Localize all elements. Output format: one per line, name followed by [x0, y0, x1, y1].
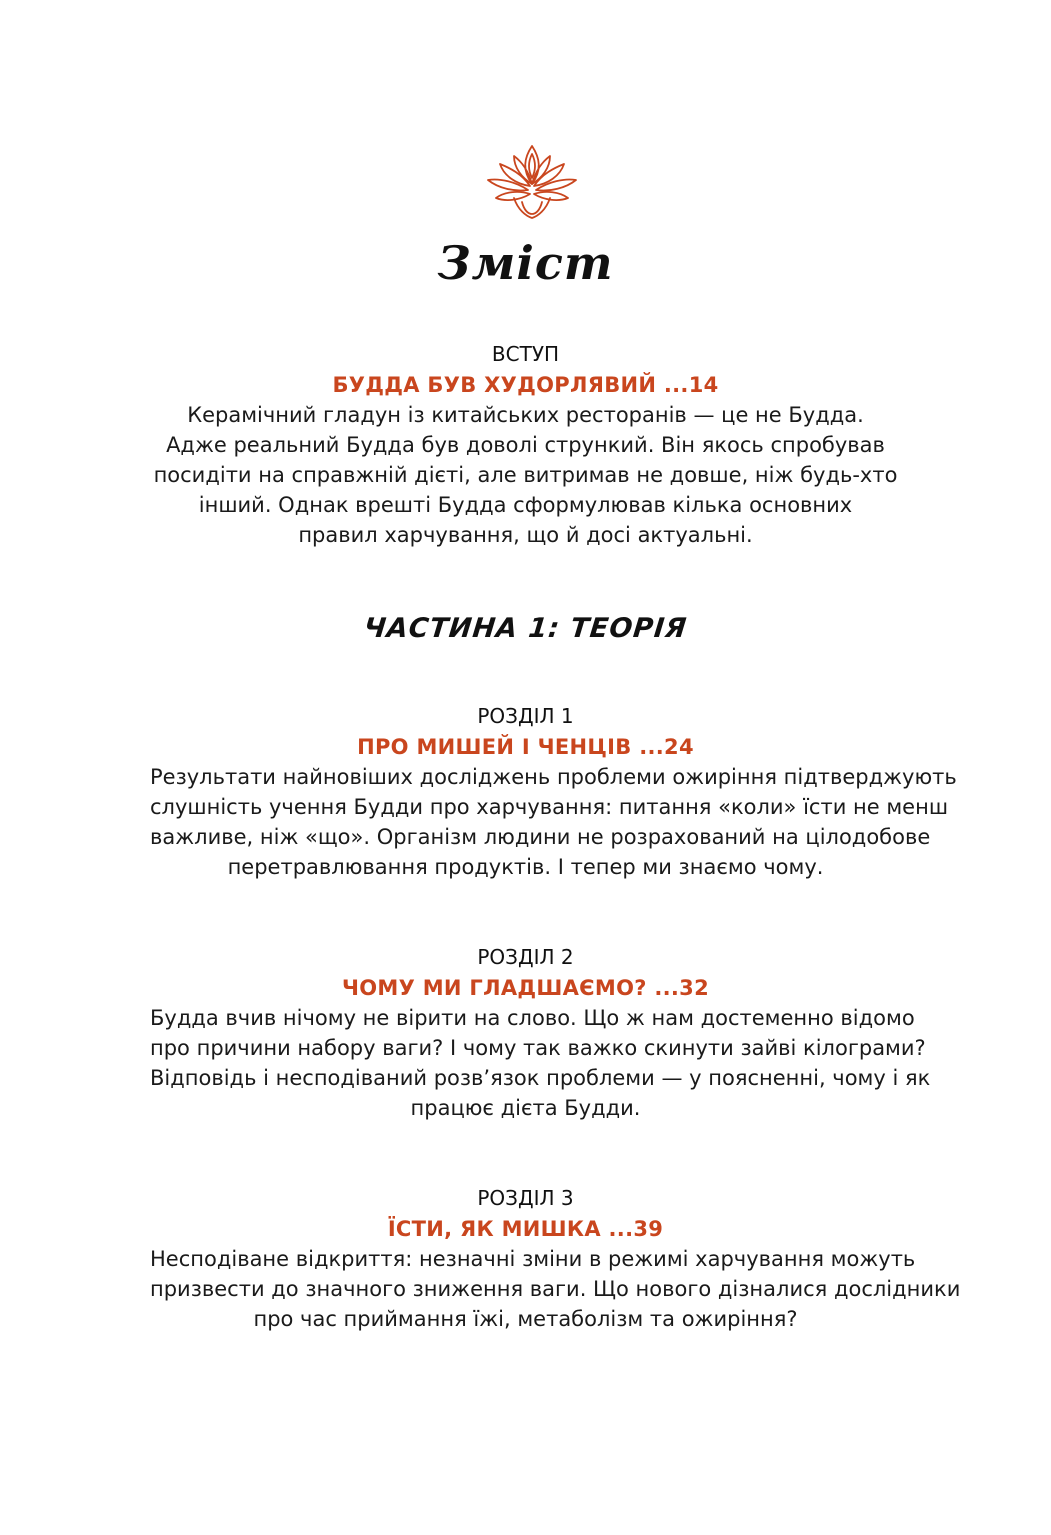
section-label: РОЗДІЛ 1: [477, 704, 574, 728]
description-line: інший. Однак врешті Будда сформулював кілька основних: [198, 493, 853, 517]
description-line: слушність учення Будди про харчування: питання «коли» їсти не менш: [150, 795, 949, 819]
description-line: посидіти на справжній дієті, але витримав не довше, ніж будь-хто: [153, 463, 898, 487]
description-line: Несподіване відкриття: незначні зміни в режимі харчування можуть: [150, 1247, 916, 1271]
section-label: ВСТУП: [491, 342, 560, 366]
description-line: Результати найновіших досліджень проблеми ожиріння підтверджують: [150, 765, 957, 789]
toc-entry-chapter-3: [150, 1184, 961, 1334]
description-line: Відповідь і несподіваний розв’язок проблеми — у поясненні, чому і як: [150, 1066, 931, 1090]
section-heading: БУДДА БУВ ХУДОРЛЯВИЙ ...14: [332, 373, 719, 397]
section-label: РОЗДІЛ 2: [477, 945, 574, 969]
section-description: [150, 400, 901, 550]
description-line: Керамічний гладун із китайських ресторанів — це не Будда.: [187, 403, 864, 427]
description-line: призвести до значного зниження ваги. Що нового дізналися дослідники: [150, 1277, 961, 1301]
section-heading: ПРО МИШЕЙ І ЧЕНЦІВ ...24: [357, 735, 694, 759]
description-line: важливе, ніж «що». Організм людини не розрахований на цілодобове: [150, 825, 931, 849]
description-line: про причини набору ваги? І чому так важко скинути зайві кілограми?: [150, 1036, 926, 1060]
section-description: [150, 762, 957, 882]
description-line: про час приймання їжі, метаболізм та ожиріння?: [253, 1307, 798, 1331]
toc-entry-chapter-1: [150, 702, 957, 882]
section-heading: ЧОМУ МИ ГЛАДШАЄМО? ...32: [342, 976, 709, 1000]
description-line: Адже реальний Будда був доволі стрункий. Він якось спробував: [166, 433, 885, 457]
description-line: Будда вчив нічому не вірити на слово. Що ж нам достеменно відомо: [150, 1006, 915, 1030]
description-line: працює дієта Будди.: [410, 1096, 641, 1120]
section-label: РОЗДІЛ 3: [477, 1186, 574, 1210]
description-line: правил харчування, що й досі актуальні.: [298, 523, 753, 547]
section-description: [150, 1003, 931, 1123]
section-heading: ЇСТИ, ЯК МИШКА ...39: [387, 1217, 664, 1241]
part-title: ЧАСТИНА 1: ТЕОРІЯ: [362, 613, 689, 644]
toc-entry-chapter-2: [150, 943, 931, 1123]
toc-entry-intro: [150, 340, 901, 550]
description-line: перетравлювання продуктів. І тепер ми знаємо чому.: [227, 855, 824, 879]
page-title: Зміст: [437, 236, 614, 290]
lotus-icon: [484, 140, 580, 224]
section-description: [150, 1244, 961, 1334]
